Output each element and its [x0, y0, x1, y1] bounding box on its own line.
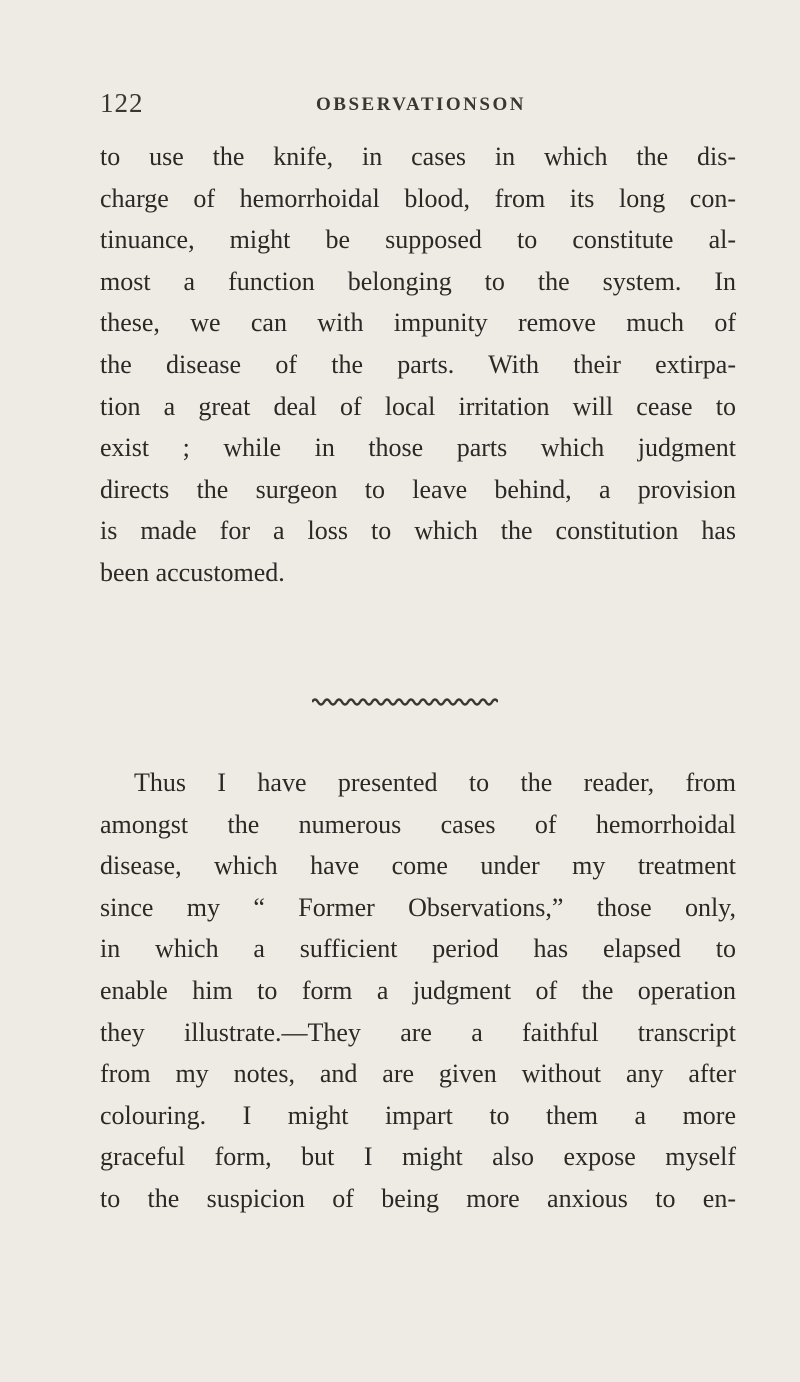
text-line: from my notes, and are given without any after — [100, 1059, 736, 1089]
text-line: tion a great deal of local irritation will cease to — [100, 391, 736, 421]
text-line: directs the surgeon to leave behind, a provision — [100, 474, 736, 504]
text-line: is made for a loss to which the constitution has — [100, 516, 736, 546]
text-line: Thus I have presented to the reader, from — [134, 768, 736, 797]
text-line: exist ; while in those parts which judgment — [100, 433, 736, 463]
page-number: 122 — [100, 88, 144, 118]
text-line: since my “ Former Observations,” those only, — [100, 892, 736, 922]
page-header — [100, 88, 740, 128]
text-line: tinuance, might be supposed to constitute al- — [100, 225, 736, 255]
paragraph-2 — [100, 762, 736, 1220]
ornamental-divider — [312, 696, 498, 708]
text-line: most a function belonging to the system. In — [100, 266, 736, 296]
text-line: enable him to form a judgment of the operation — [100, 975, 736, 1005]
text-line: graceful form, but I might also expose myself — [100, 1142, 736, 1172]
text-line: in which a sufficient period has elapsed to — [100, 934, 736, 964]
text-line: amongst the numerous cases of hemorrhoidal — [100, 809, 736, 839]
text-line: these, we can with impunity remove much of — [100, 308, 736, 338]
text-line: disease, which have come under my treatment — [100, 851, 736, 881]
text-line: they illustrate.—They are a faithful transcript — [100, 1017, 736, 1047]
running-head: OBSERVATIONSON — [316, 94, 526, 115]
paragraph-1 — [100, 136, 736, 594]
text-line: colouring. I might impart to them a more — [100, 1100, 736, 1130]
text-line: charge of hemorrhoidal blood, from its long con- — [100, 183, 736, 213]
text-line: been accustomed. — [100, 557, 285, 587]
text-line: to the suspicion of being more anxious to en- — [100, 1183, 736, 1213]
text-line: to use the knife, in cases in which the dis- — [100, 142, 736, 171]
text-line: the disease of the parts. With their extirpa- — [100, 349, 736, 379]
